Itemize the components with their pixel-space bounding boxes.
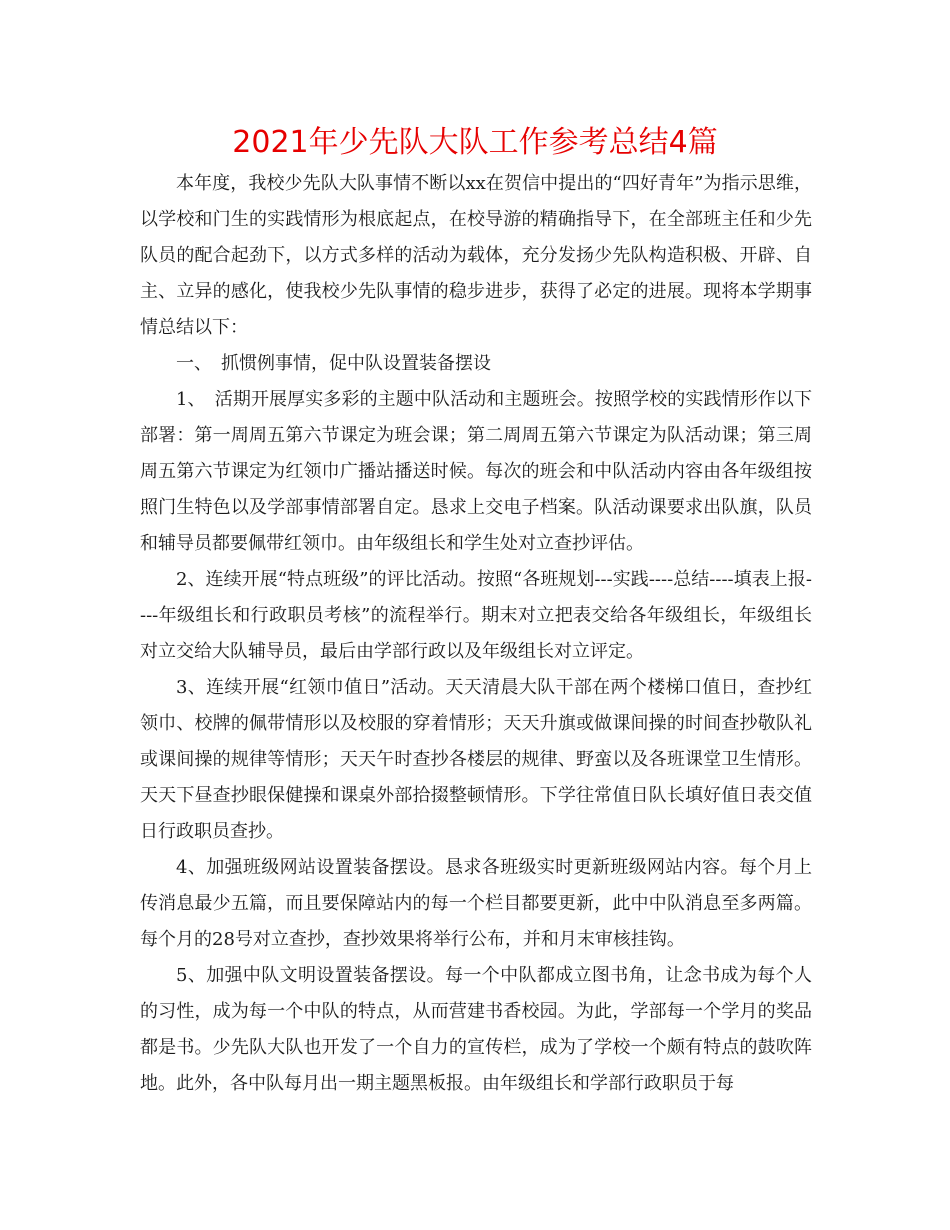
paragraph-item-5: 5、加强中队文明设置装备摆设。每一个中队都成立图书角，让念书成为每个人的习性，成为每一个中队的特点，从而营建书香校园。为此，学部每一个学月的奖品都是书。少先队大队也开发了一个自力的宣传栏，成为了学校一个颇有特点的鼓吹阵地。此外，各中队每月出一期主题黑板报。由年级组长和学部行政职员于每	[140, 965, 812, 1094]
paragraph-item-4: 4、加强班级网站设置装备摆设。恳求各班级实时更新班级网站内容。每个月上传消息最少五篇，而且要保障站内的每一个栏目都要更新，此中中队消息至多两篇。每个月的28号对立查抄，查抄效果将举行公布，并和月末审核挂钩。	[140, 857, 812, 950]
page-title: 2021年少先队大队工作参考总结4篇	[232, 125, 718, 160]
paragraph-item-1: 1、 活期开展厚实多彩的主题中队活动和主题班会。按照学校的实践情形作以下部署：第一周周五第六节课定为班会课；第二周周五第六节课定为队活动课；第三周周五第六节课定为红领巾广播站播送时候。每次的班会和中队活动内容由各年级组按照门生特色以及学部事情部署自定。恳求上交电子档案。队活动课要求出队旗，队员和辅导员都要佩带红领巾。由年级组长和学生处对立查抄评估。	[140, 389, 812, 554]
section-heading: 一、 抓惯例事情，促中队设置装备摆设	[176, 353, 491, 374]
paragraph-item-3: 3、连续开展“红领巾值日”活动。天天清晨大队干部在两个楼梯口值日，查抄红领巾、校牌的佩带情形以及校服的穿着情形；天天升旗或做课间操的时间查抄敬队礼或课间操的规律等情形；天天午时查抄各楼层的规律、野蛮以及各班课堂卫生情形。天天下昼查抄眼保健操和课桌外部拾掇整顿情形。下学往常值日队长填好值日表交值日行政职员查抄。	[140, 677, 812, 842]
document-body	[140, 166, 812, 1102]
paragraph-intro: 本年度，我校少先队大队事情不断以xx在贺信中提出的“四好青年”为指示思维，以学校和门生的实践情形为根底起点，在校导游的精确指导下，在全部班主任和少先队员的配合起劲下，以方式多样的活动为载体，充分发扬少先队构造积极、开辟、自主、立异的感化，使我校少先队事情的稳步进步，获得了必定的进展。现将本学期事情总结以下：	[140, 173, 812, 338]
paragraph-item-2: 2、连续开展“特点班级”的评比活动。按照“各班规划---实践----总结----填表上报----年级组长和行政职员考核”的流程举行。期末对立把表交给各年级组长，年级组长对立交给大队辅导员，最后由学部行政以及年级组长对立评定。	[140, 569, 812, 662]
